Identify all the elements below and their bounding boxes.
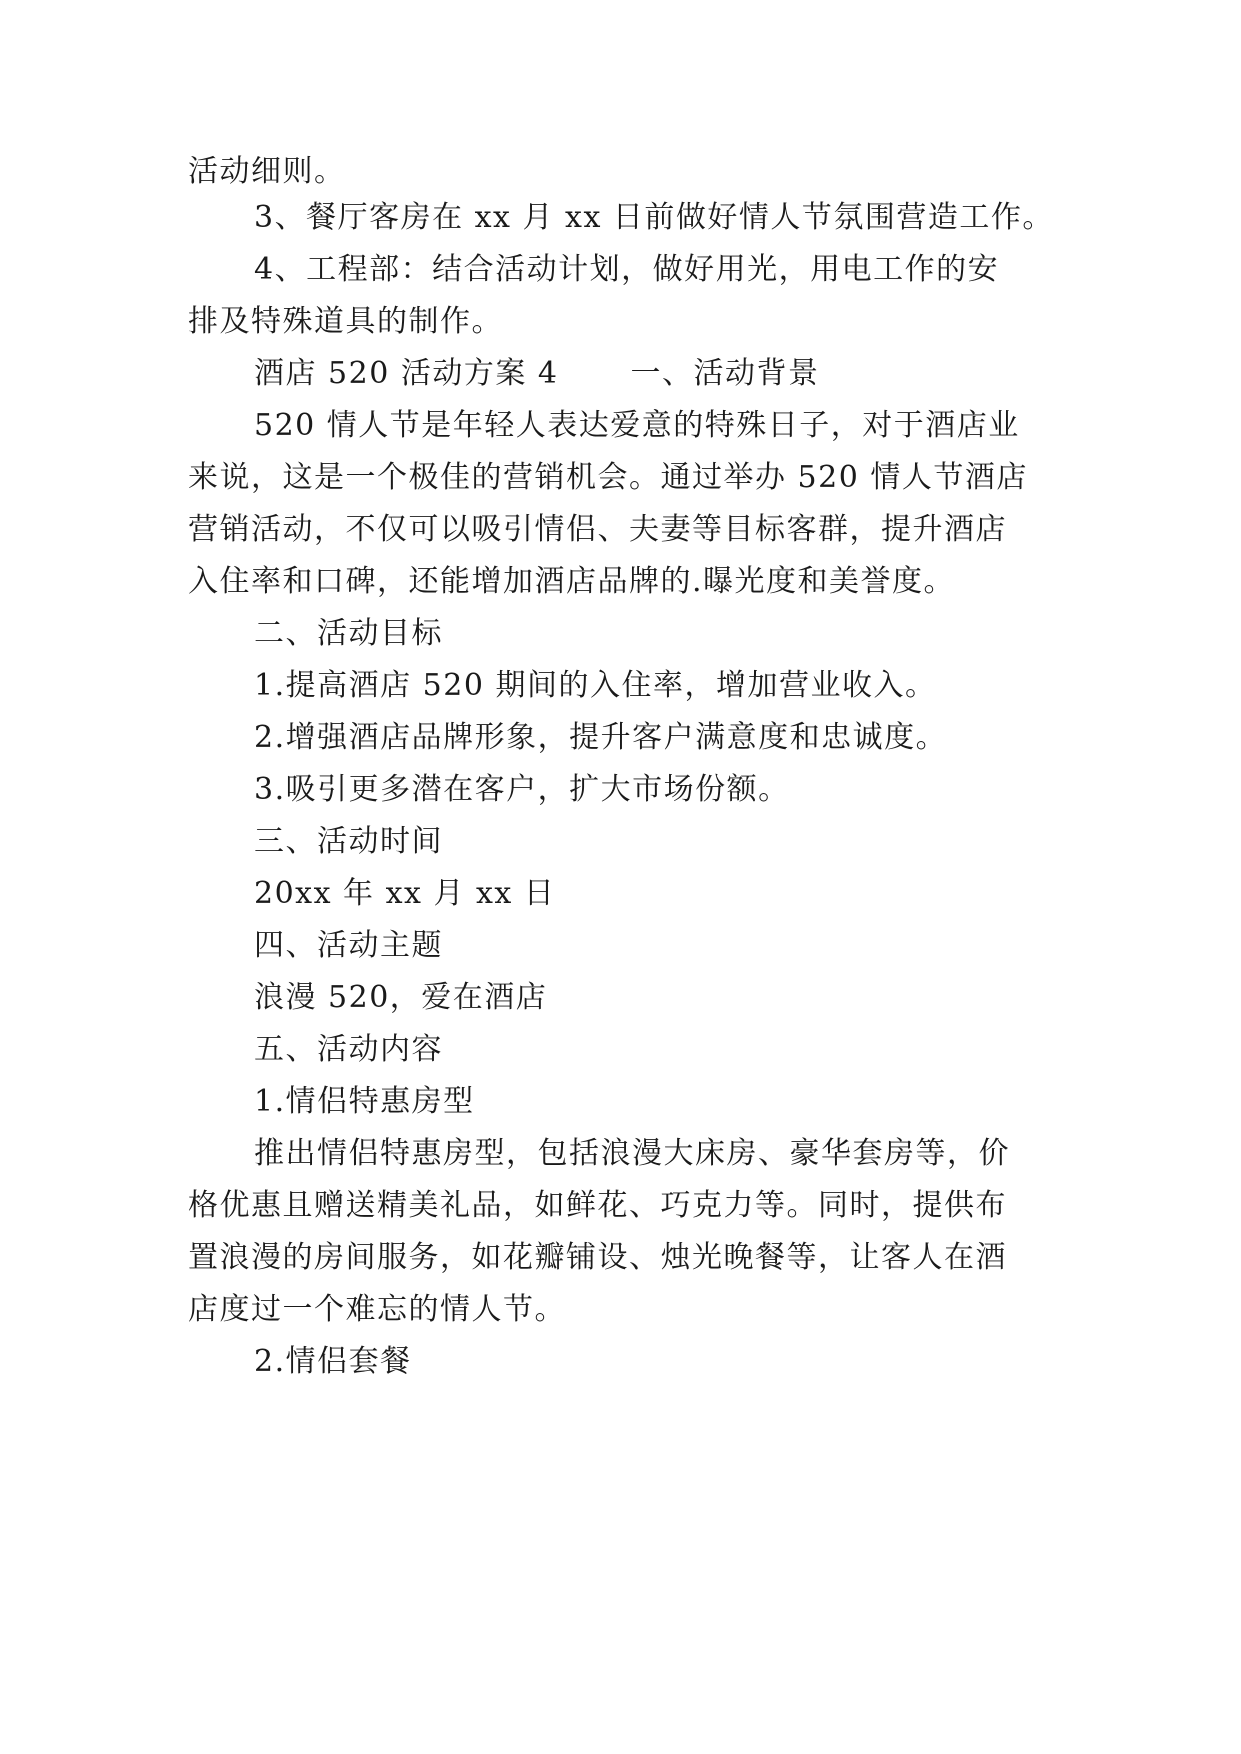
text-line: 活动细则。 [188, 154, 346, 189]
text-line: 520 情人节是年轻人表达爱意的特殊日子，对于酒店业 [254, 408, 1020, 443]
section-heading: 三、活动时间 [254, 824, 443, 859]
list-item: 1.提高酒店 520 期间的入住率，增加营业收入。 [254, 668, 937, 703]
plan-title: 酒店 520 活动方案 4 [254, 356, 559, 391]
text-line: 排及特殊道具的制作。 [188, 304, 503, 339]
text-line: 4、工程部：结合活动计划，做好用光，用电工作的安 [254, 252, 1000, 287]
sub-heading: 2.情侣套餐 [254, 1344, 412, 1379]
text-line: 浪漫 520，爱在酒店 [254, 980, 548, 1015]
section-heading: 四、活动主题 [254, 928, 443, 963]
text-line: 格优惠且赠送精美礼品，如鲜花、巧克力等。同时，提供布 [188, 1188, 1007, 1223]
text-line: 店度过一个难忘的情人节。 [188, 1292, 566, 1327]
section-heading: 五、活动内容 [254, 1032, 443, 1067]
list-item: 3.吸引更多潜在客户，扩大市场份额。 [254, 772, 790, 807]
list-item: 2.增强酒店品牌形象，提升客户满意度和忠诚度。 [254, 720, 948, 755]
text-line: 入住率和口碑，还能增加酒店品牌的.曝光度和美誉度。 [188, 564, 956, 599]
section-heading-line [254, 354, 1134, 394]
text-line: 来说，这是一个极佳的营销机会。通过举办 520 情人节酒店 [188, 460, 1028, 495]
section-heading: 二、活动目标 [254, 616, 443, 651]
text-line: 3、餐厅客房在 xx 月 xx 日前做好情人节氛围营造工作。 [254, 200, 1054, 235]
sub-heading: 1.情侣特惠房型 [254, 1084, 475, 1119]
text-line: 20xx 年 xx 月 xx 日 [254, 876, 556, 911]
text-line: 推出情侣特惠房型，包括浪漫大床房、豪华套房等，价 [254, 1136, 1010, 1171]
section-heading: 一、活动背景 [630, 356, 820, 391]
text-line: 置浪漫的房间服务，如花瓣铺设、烛光晚餐等，让客人在酒 [188, 1240, 1007, 1275]
text-line: 营销活动，不仅可以吸引情侣、夫妻等目标客群，提升酒店 [188, 512, 1007, 547]
